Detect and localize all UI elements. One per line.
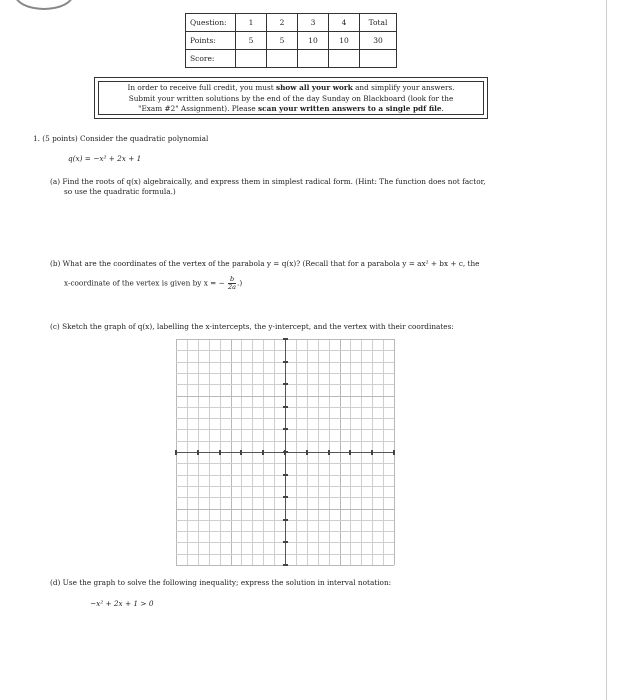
question-4: 4: [329, 14, 360, 32]
points-1: 5: [236, 32, 267, 50]
score-cell: [298, 50, 329, 68]
points-4: 10: [329, 32, 360, 50]
x-axis-tick: [262, 450, 264, 455]
problem-intro: 1. (5 points) Consider the quadratic polynomial: [33, 134, 209, 143]
score-row: [186, 50, 397, 68]
x-axis-tick: [393, 450, 395, 455]
x-axis-tick: [175, 450, 177, 455]
points-3: 10: [298, 32, 329, 50]
instructions-text-part: .: [441, 104, 444, 113]
part-d-line: (d) Use the graph to solve the following inequality; express the solution in interval notation:: [50, 578, 392, 587]
part-b-text: x-coordinate of the vertex is given by x = −: [64, 278, 225, 288]
row-label-score: Score:: [186, 50, 236, 68]
y-axis-tick: [283, 338, 288, 340]
score-table: [185, 13, 397, 68]
instructions-text-part: Submit your written solutions by the end of the day Sunday on Blackboard (look for the: [128, 93, 454, 103]
instructions-bold: show all your work: [276, 83, 353, 92]
total-label: Total: [360, 14, 397, 32]
polynomial: q(x) = −x² + 2x + 1: [68, 154, 142, 163]
y-axis-tick: [283, 428, 288, 430]
fraction-numerator: b: [229, 275, 235, 283]
instructions-text-part: "Exam #2" Assignment). Please: [138, 104, 259, 113]
question-row: [186, 14, 397, 32]
instructions-text: [98, 81, 484, 115]
part-a-line2: so use the quadratic formula.): [64, 187, 176, 196]
x-axis-tick: [197, 450, 199, 455]
graph-paper[interactable]: [176, 339, 394, 565]
question-2: 2: [267, 14, 298, 32]
part-b-text-end: .): [237, 278, 243, 288]
x-axis-tick: [219, 450, 221, 455]
score-cell: [329, 50, 360, 68]
y-axis-tick: [283, 383, 288, 385]
row-label-question: Question:: [186, 14, 236, 32]
x-axis-tick: [349, 450, 351, 455]
part-b-line2: [64, 276, 242, 291]
y-axis-tick: [283, 361, 288, 363]
row-label-points: Points:: [186, 32, 236, 50]
y-axis-tick: [283, 519, 288, 521]
instructions-bold: scan your written answers to a single pdf file: [258, 104, 442, 113]
y-axis-tick: [283, 564, 288, 566]
part-c-line: (c) Sketch the graph of q(x), labelling the x-intercepts, the y-intercept, and the vertex with their coordinates:: [50, 322, 454, 331]
x-axis-tick: [371, 450, 373, 455]
fraction-denominator: 2a: [228, 283, 237, 291]
y-axis-tick: [283, 451, 288, 453]
x-axis-tick: [240, 450, 242, 455]
points-row: [186, 32, 397, 50]
x-axis-tick: [306, 450, 308, 455]
y-axis-tick: [283, 474, 288, 476]
y-axis-tick: [283, 406, 288, 408]
page-edge: [606, 0, 607, 700]
points-2: 5: [267, 32, 298, 50]
total-points: 30: [360, 32, 397, 50]
y-axis-tick: [283, 541, 288, 543]
score-cell: [236, 50, 267, 68]
vertex-fraction: [228, 276, 236, 291]
x-axis-tick: [328, 450, 330, 455]
y-axis-tick: [283, 496, 288, 498]
instructions-text-part: and simplify your answers.: [352, 83, 455, 92]
part-a-line1: (a) Find the roots of q(x) algebraically, and express them in simplest radical form. (Hint: The function does not factor,: [50, 177, 486, 186]
instructions-box: [94, 77, 488, 119]
score-cell: [267, 50, 298, 68]
score-cell: [360, 50, 397, 68]
question-3: 3: [298, 14, 329, 32]
question-1: 1: [236, 14, 267, 32]
inequality: −x² + 2x + 1 > 0: [90, 599, 154, 608]
top-decoration: [14, 0, 74, 10]
instructions-text-part: In order to receive full credit, you must: [127, 83, 276, 92]
part-b-line1: (b) What are the coordinates of the vertex of the parabola y = q(x)? (Recall that for a parabola y = ax² + bx + c, the: [50, 259, 480, 268]
